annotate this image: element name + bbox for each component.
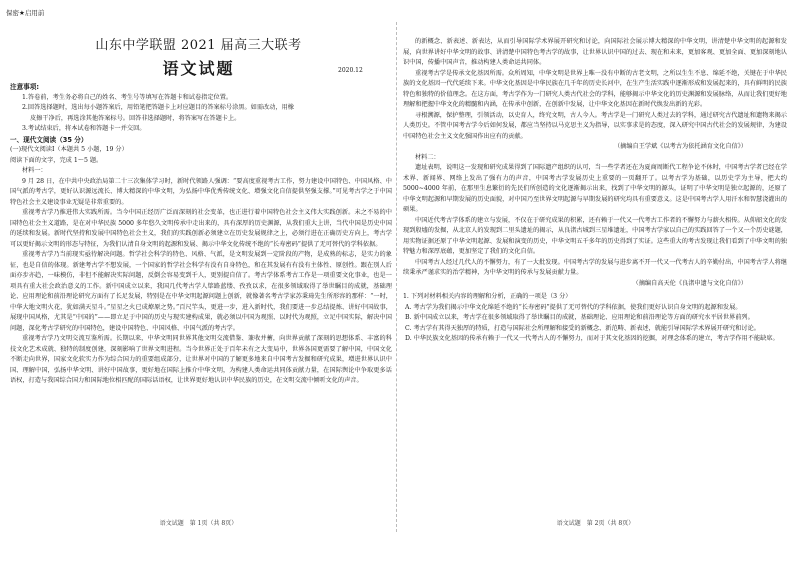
option-d: D. 中华民族文化基因的传承有赖于一代又一代考古人的不懈努力，而对于其文化基因的挖掘，对理念体系的建立，考古学作用不能缺席。 <box>405 335 779 342</box>
notes-heading: 注意事项: <box>10 83 40 91</box>
material-1-label: 材料一： <box>22 167 47 174</box>
option-c: C. 考古学有其得天独厚的特质，打造与国际社会所理解和接受的新概念、新范畴、新表述，就能引导国际学术界展开研究和讨论。 <box>405 324 760 332</box>
page-footer-1: 语文试题 第 1页（共 8页） <box>159 520 238 527</box>
paragraph: 寻根溯源，保护整理，引领活动，以史育人，终究文明，古人今人。考古学是一门研究人类过去的学科，通过研究古代遗址和遗物来揭示人类历史。不管中国考古学今后如何发展，都应当坚持以马克思主义为指导，以实事求是的态度，深入研究中国古代社会的发展规律，为建设中国特色社会主义文化强国作出应有的贡献。 <box>403 111 787 140</box>
paragraph: 重视考古学乃当前现实亟待解决问题。哲学社会科学的特色、风格、气派，是文明发展到一定阶段的产物，是成熟的标志，是实力的象征，也是自信的体现。新建考古学不想发展，一个国家的哲学社会科学有没有自身特色，和在其发展有有没有主体性、原创性。跟在别人后面亦步亦趋，一味模仿，非但不能解决实际问题，反倒会容易变到千人，更别提自信了。考古学体系考古工作是一项重要文化事业，也是一项具有重大社会政治意义的工作。新中国成立以来，我国几代考古学人筚路蓝缕、孜孜以求，在很多领域取得了举世瞩目的成就，基础理论、应用理论和前沿理论研究方面有了长足发展，特别是在中华文明起源问题上创新，就像著名考古学家苏秉琦先生所形容的那样：“一时，中华大地文明火花，犹如满天星斗。”星星之火已成燎原之势。”百尺竿头，更进一步，进入新时代，我们要进一步总结提炼、讲好中国故事，展现中国风格，尤其是“中国的”——即立足于中国的历史与现实建构成果，就必须以中国为观照、以时代为观照，立足中国实际，解决中国问题，深化考古学研究的中国特色，建设中国特色、中国风格、中国气派的考古学。 <box>10 251 392 332</box>
material-2-label: 材料二： <box>415 153 440 161</box>
paragraph: 中国考古人经过几代人的不懈努力，有了一大批发现。中国考古学的发展与进步离不开一代又一代考古人的辛勤付出，中国考古学人将继续秉承严谨求实的治学精神，为中华文明的传承与发展贡献力量。 <box>403 258 787 276</box>
note-1: 1.答卷前，考生务必将自己的姓名、考生号等填写在答题卡和试卷指定位置。 <box>22 93 233 101</box>
left-body <box>10 82 392 387</box>
secret-mark: 保密★启用前 <box>6 9 45 17</box>
right-body <box>403 37 787 345</box>
section-heading: 一、现代文阅读（35 分） <box>10 135 88 144</box>
note-2: 2.回答选择题时，选出每小题答案后，用铅笔把答题卡上对应题目的答案标号涂黑。如需改动，用橡 <box>22 104 294 111</box>
exam-date: 2020.12 <box>338 67 363 74</box>
exam-title: 山东中学联盟 2021 届高三大联考 <box>95 38 302 53</box>
option-b: B. 新中国成立以来，考古学在很多领域取得了举世瞩目的成就，基础理论、应用理论和前沿理论等方面的研究水平居世界前列。 <box>405 314 754 321</box>
paragraph: 重视考古学乃推进伟大实践所需。当今中国正经历广泛而深刻的社会变革，也正进行着中国特色社会主义伟大实践创新。未之不易的中国特色社会主义道路，是在对中华民族 5000 多年悠久文明传承中走出来的，具有深厚的历史渊源，从我们重大上讲，当代中国是历史中国的延续和发展。新时代坚持和发展中国特色社会主义，我们的实践创新必须建立在历史发展规律之上，必须行进在正确历史方向上，考古学可以更好揭示文明的形态与特征，为我们认清自身文明的起源和发展、揭示中华文化传统不绝的“长寿密码”提供了无可替代的学科依据。 <box>10 209 392 248</box>
page-footer-2: 语文试题 第 2页（共 8页） <box>556 520 635 527</box>
paragraph: 中国近代考古学体系的建立与发展，不仅在于研究成果的积累，还有赖于一代又一代考古工作者的不懈努力与薪火相传。从仰韶文化的发现到殷墟的发掘，从北京人的发现到二里头遗址的揭示，从良渚古城到三星堆遗址，中国考古学家以自己的实践回答了一个又一个历史谜题，用实物证据还原了中华文明起源、发展和演变的历史，中华文明五千多年的历史得到了实证。这些重大的考古发现让我们看到了中华文明的独特魅力和深厚底蕴，更加坚定了我们的文化自信。 <box>403 216 787 255</box>
paragraph: 9 月 28 日，在中共中央政治局第二十三次集体学习时，新时代领路人强调：“要高度重视考古工作，努力建设中国特色、中国风格、中国气派的考古学，更好认识源远流长、博大精深的中华文明，为弘扬中华优秀传统文化、增强文化自信提供坚强支撑。”可见考古学之于中国特色社会主义建设事业无疑是非常重要的。 <box>10 177 392 206</box>
page-right <box>397 0 794 561</box>
source-citation-2: （摘编自高天伦《良渚申遗与文化自信》） <box>632 279 747 287</box>
subsection-heading: (一)现代文阅读Ⅰ（本题共 5 小题，19 分） <box>10 146 128 153</box>
subject-title: 语文试题 <box>162 59 235 78</box>
instruction: 阅读下面的文字，完成 1～5 题。 <box>10 156 103 164</box>
option-a: A. 考古学为我们揭示中华文化绵延不绝的“长寿密码”提供了无可替代的学科依据，使我们更好认识自身文明的起源和发展。 <box>405 303 742 311</box>
question-1: 1. 下列对材料相关内容的理解和分析，正确的一项是（3 分） <box>403 293 572 300</box>
source-citation-1: （摘编自王学斌《以考古为依托涵育文化自信》） <box>613 143 747 150</box>
note-3: 3.考试结束后，将本试卷和答题卡一并交回。 <box>22 125 146 132</box>
paragraph: 的新概念、新表述、新表达，从而引导国际学术界展开研究和讨论，向国际社会展示博大精深的中华文明，讲清楚中华文明的起源和发展，向世界讲好中华文明的故事、讲清楚中国特色考古学的故事，让世界认识中国的过去、现在和未来，更加客观、更加全面、更加深刻地认识中国，传播中国声音，推动构建人类命运共同体。 <box>403 38 787 66</box>
note-2-cont: 皮擦干净后，再选涂其他答案标号。回答非选择题时，将答案写在答题卡上。 <box>30 114 241 122</box>
paragraph: 重视考古学是传承文化基因所需。众所周知，中华文明是世界上唯一没有中断的古老文明，之所以生生不息、绵延不绝，关键在于中华民族的文化基因一代代延续下来。中华文化基因是中华民族在几千年的历史长河中，在生产生活实践中逐渐形成和发展起来的，具有鲜明的民族特色和独特的价值理念。在这方面，考古学作为一门研究人类古代社会的学科，能够揭示中华文化的历史渊源和发展脉络，从而让我们更好地理解和把握中华文化的精髓和内涵，在传承中创新，在创新中发展，让中华文化基因在新时代焕发出新的光彩。 <box>403 69 787 108</box>
paragraph: 遗址表明，说明这一发现和研究成果得到了国际遗产组织的认可，当一些学者还在为夏商周断代工程争论不休时，中国考古学者已经在学术界、新闻界、网络上发出了强有力的声音，中国考古学发展历史上重要的一页翻开了。以考古学为基础，以历史学为主导，把大约 5000~4000 年前，在那里生息繁衍的先民们所创造的文化逐渐揭示出来，找到了中华文明的源头，证明了中华文明是独立起源的，还原了中华文明起源和早期发展的历史面貌，对中国乃至世界文明起源与早期发展的研究均具有重要意义。这是中国考古学人用汗水和智慧浇灌出的硕果。 <box>403 164 787 213</box>
paragraph: 重视考古学乃文明交流互鉴所需。长期以来，中华文明同世界其他文明交流借鉴、兼收并蓄，向世界贡献了深刻的思想体系、丰富的科技文化艺术成就、独特的制度创建，深刻影响了世界文明进程。当今世界正处于百年未有之大变局中，世界各国更需要了解中国，中国文化不断走向世界，国家文化软实力作为综合国力的重要组成部分，让世界对中国的了解更多地来自中国考古发掘和研究成果，增进世界认识中国、理解中国，弘扬中华文明、讲好中国故事，更好地在国际上推介中华文明，为构建人类命运共同体贡献力量，在国际舆论中争取更多话语权，打造与我国综合国力和国际地位相匹配的国际话语权，让世界更好地认识中华民族的历史，在文明交流中倾听文化的声音。 <box>10 335 392 384</box>
